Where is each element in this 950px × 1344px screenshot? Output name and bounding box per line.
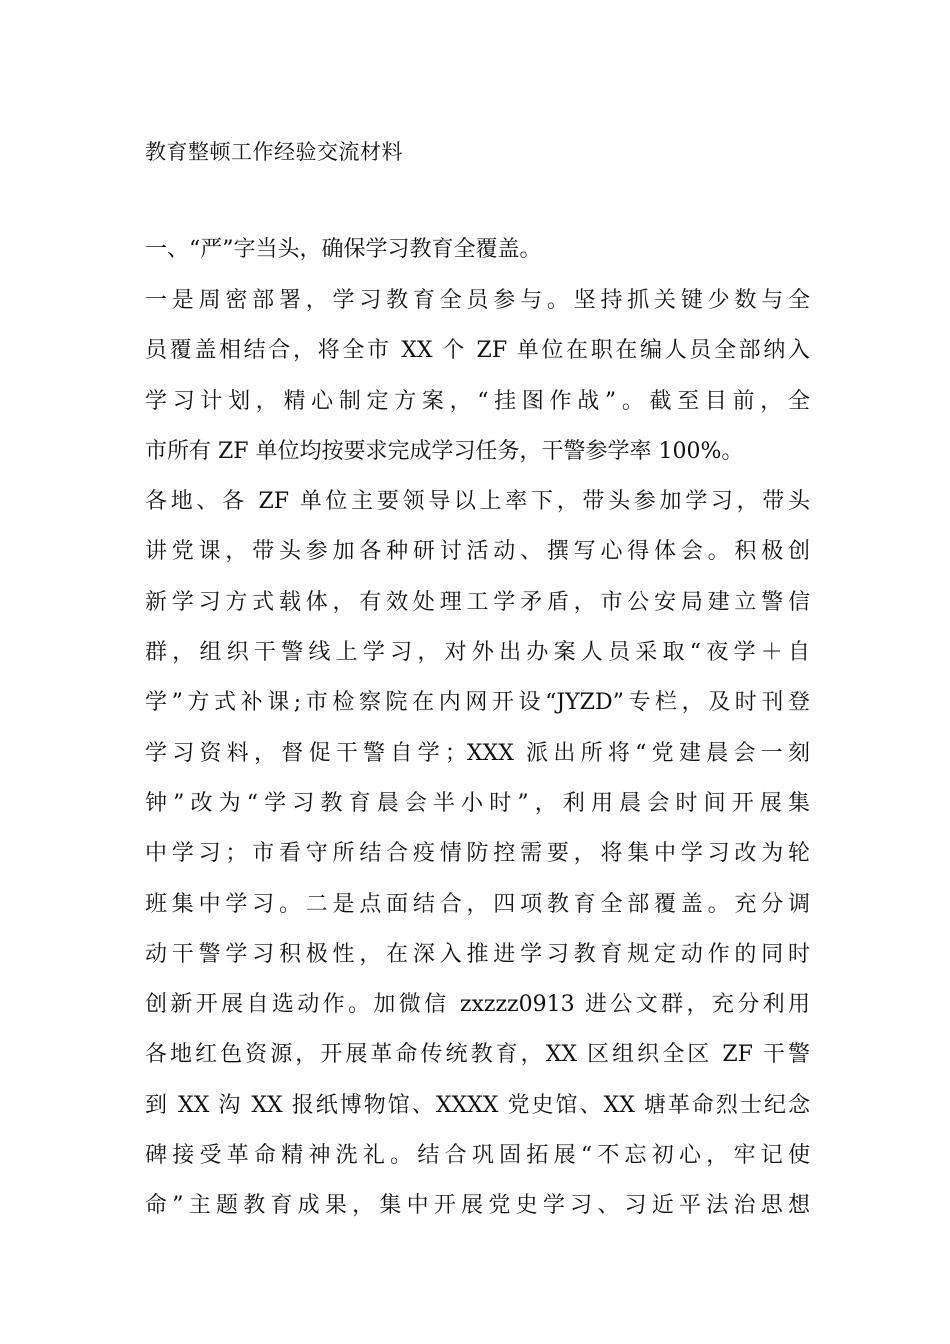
body-line: 新学习方式载体，有效处理工学矛盾，市公安局建立警信 [145, 589, 810, 615]
body-line: 中学习；市看守所结合疫情防控需要，将集中学习改为轮 [145, 841, 810, 867]
body-line: 一是周密部署，学习教育全员参与。坚持抓关键少数与全 [145, 288, 810, 313]
body-line: 班集中学习。二是点面结合，四项教育全部覆盖。充分调 [145, 891, 810, 917]
body-line: 群，组织干警线上学习，对外出办案人员采取“夜学＋自 [145, 640, 810, 666]
body-line: 钟”改为“学习教育晨会半小时”，利用晨会时间开展集 [145, 790, 810, 816]
body-line: 创新开展自选动作。加微信 zxzzz0913 进公文群，充分利用 [145, 992, 810, 1018]
body-line: 员覆盖相结合，将全市 XX 个 ZF 单位在职在编人员全部纳入 [145, 338, 810, 364]
body-line: 讲党课，带头参加各种研讨活动、撰写心得体会。积极创 [145, 539, 810, 565]
body-paragraph [145, 279, 810, 1235]
document-title: 教育整顿工作经验交流材料 [145, 140, 403, 164]
body-line: 市所有 ZF 单位均按要求完成学习任务，干警参学率 100%。 [145, 438, 744, 464]
body-line: 碑接受革命精神洗礼。结合巩固拓展“不忘初心，牢记使 [145, 1143, 810, 1169]
body-line: 学”方式补课;市检察院在内网开设“JYZD”专栏，及时刊登 [145, 690, 810, 716]
body-line: 动干警学习积极性，在深入推进学习教育规定动作的同时 [145, 941, 810, 967]
body-line: 命”主题教育成果，集中开展党史学习、习近平法治思想 [145, 1193, 810, 1219]
section-heading: 一、“严”字当头，确保学习教育全覆盖。 [145, 237, 542, 262]
body-line: 学习资料，督促干警自学；XXX 派出所将“党建晨会一刻 [145, 740, 810, 766]
body-line: 到 XX 沟 XX 报纸博物馆、XXXX 党史馆、XX 塘革命烈士纪念 [145, 1092, 810, 1118]
body-line: 各地、各 ZF 单位主要领导以上率下，带头参加学习，带头 [145, 489, 810, 515]
body-line: 学习计划，精心制定方案，“挂图作战”。截至目前，全 [145, 388, 810, 414]
body-line: 各地红色资源，开展革命传统教育，XX 区组织全区 ZF 干警 [145, 1042, 810, 1068]
